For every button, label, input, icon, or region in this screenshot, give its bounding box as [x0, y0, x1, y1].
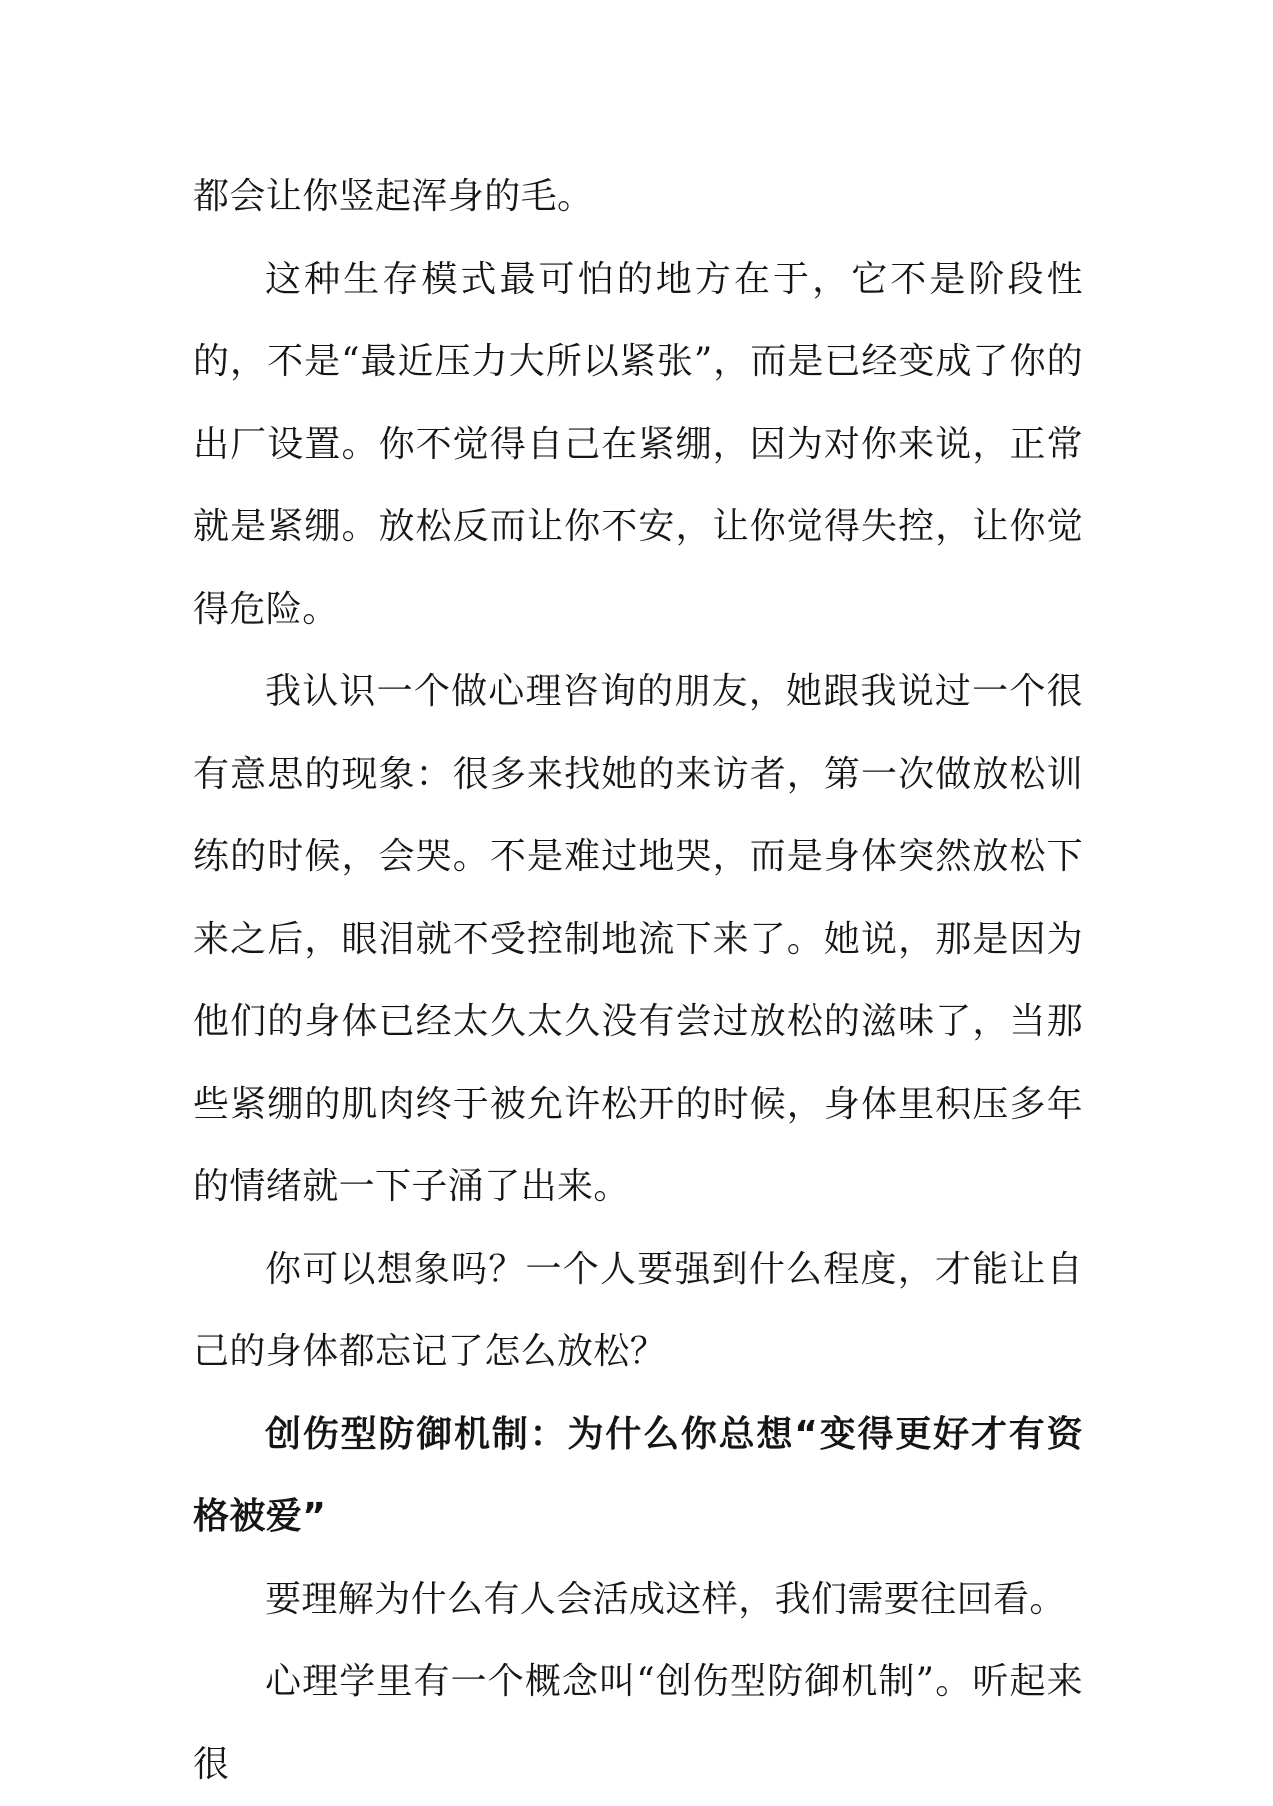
paragraph-concept: 心理学里有一个概念叫“创伤型防御机制”。听起来很 [193, 1661, 1083, 1785]
paragraph-survival-mode: 这种生存模式最可怕的地方在于，它不是阶段性的，不是“最近压力大所以紧张”，而是已经变成了你的出厂设置。你不觉得自己在紧绷，因为对你来说，正常就是紧绷。放松反而让你不安，让你觉得失控，让你觉得危险。 [193, 258, 1083, 630]
paragraph-imagine: 你可以想象吗？一个人要强到什么程度，才能让自己的身体都忘记了怎么放松？ [193, 1248, 1083, 1372]
paragraph-counselor-friend: 我认识一个做心理咨询的朋友，她跟我说过一个很有意思的现象：很多来找她的来访者，第一次做放松训练的时候，会哭。不是难过地哭，而是身体突然放松下来之后，眼泪就不受控制地流下来了。她说，那是因为他们的身体已经太久太久没有尝过放松的滋味了，当那些紧绷的肌肉终于被允许松开的时候，身体里积压多年的情绪就一下子涌了出来。 [193, 671, 1083, 1207]
paragraph-look-back: 要理解为什么有人会活成这样，我们需要往回看。 [265, 1578, 1066, 1620]
paragraph-continuation: 都会让你竖起浑身的毛。 [193, 176, 594, 217]
section-heading: 创伤型防御机制：为什么你总想“变得更好才有资格被爱” [193, 1413, 1083, 1537]
document-body [193, 156, 1083, 1806]
